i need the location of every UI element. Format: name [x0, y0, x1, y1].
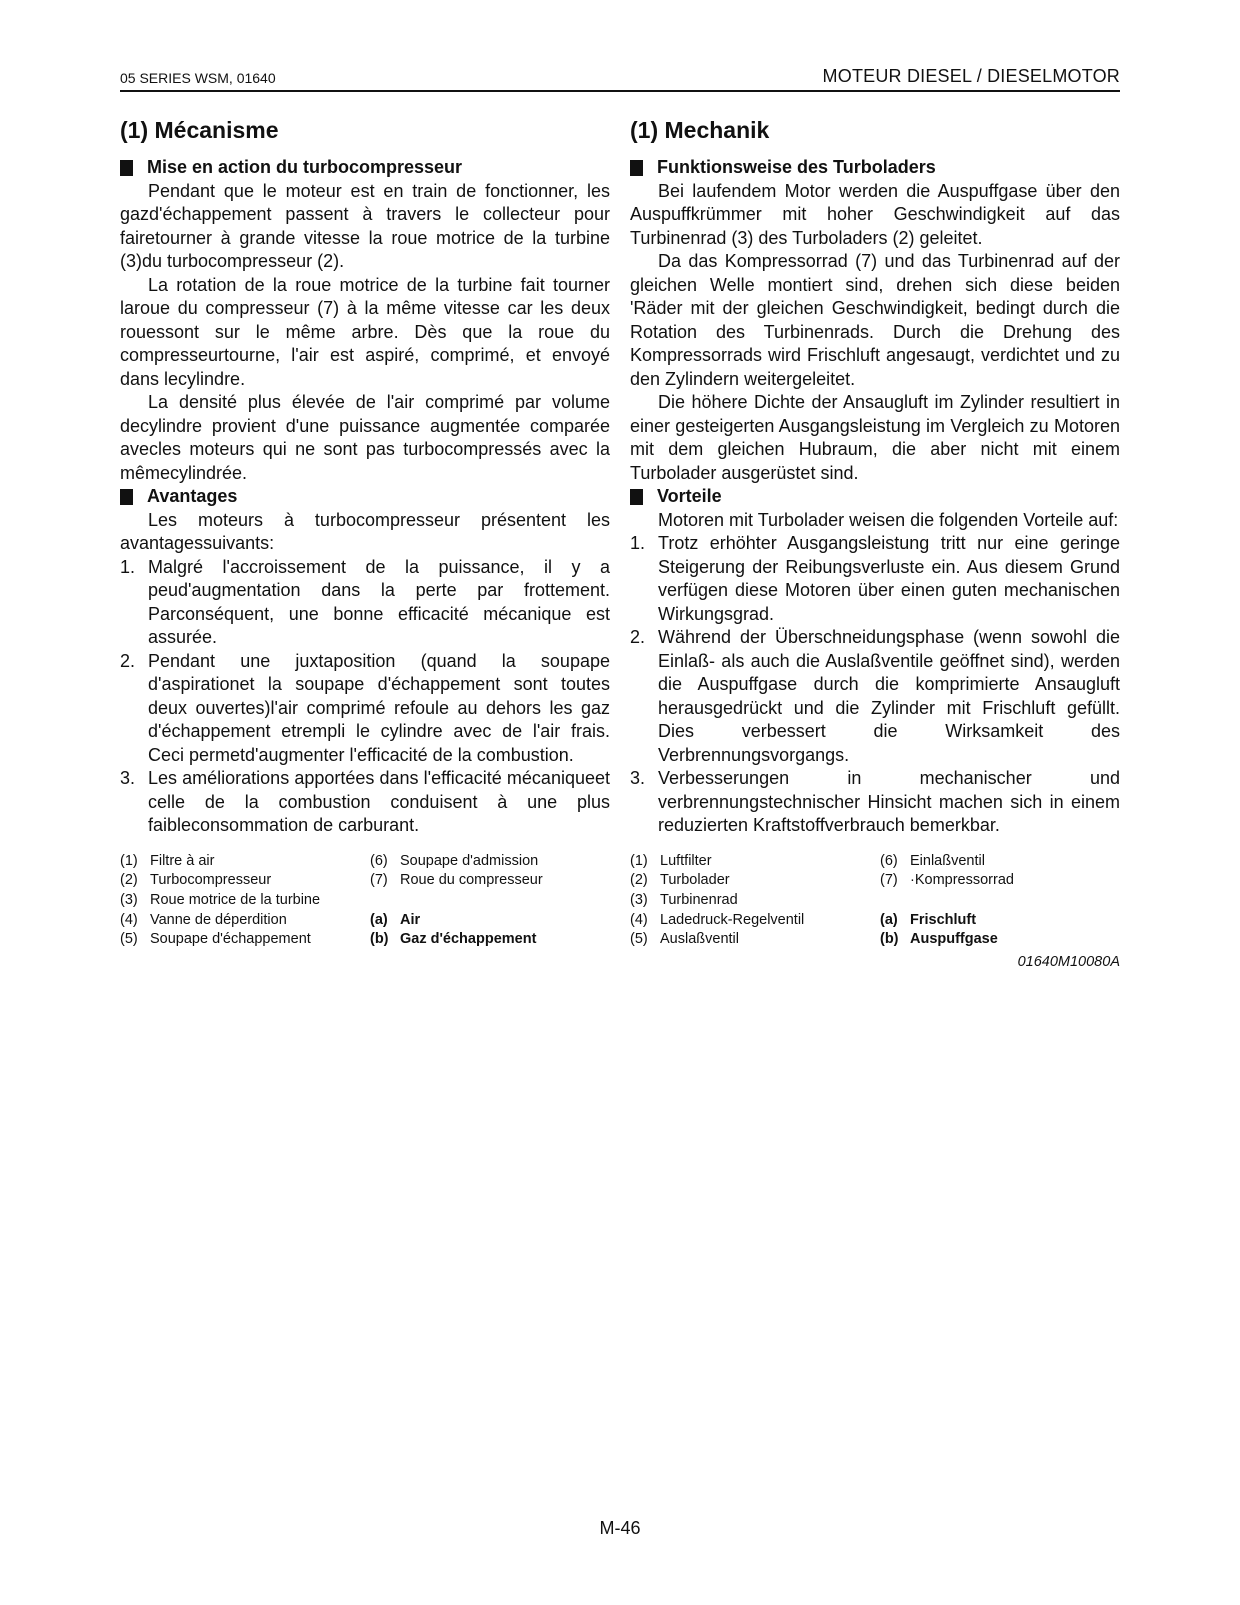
french-column: [120, 110, 610, 950]
german-column: [630, 110, 1120, 970]
legend-item: [370, 930, 610, 950]
subheading-fr-advantages: [120, 485, 610, 509]
legend-item: [880, 930, 1120, 950]
bullet-square-icon: [630, 160, 643, 176]
document-code: 01640M10080A: [1017, 954, 1120, 971]
legend-number: (5): [120, 931, 138, 948]
item-number: 2.: [120, 650, 136, 671]
legend-text: Einlaßventil: [910, 852, 985, 869]
legend-text: Roue motrice de la turbine: [150, 891, 321, 908]
item-text: Während der Überschneidungsphase (wenn sowohl die Einlaß- als auch die Auslaßventile geöffnet sind), werden die Auspuffgase durch die komprimierte Ansaugluft herausgedrückt und die Zylinder mit Frischluft gefüllt. Dies verbessert die Wirksamkeit des Verbrennungsvorgangs.: [658, 627, 1120, 765]
legend-number: (6): [880, 852, 898, 869]
legend-number: (5): [630, 931, 648, 948]
legend-number: (3): [630, 891, 648, 908]
legend-item: [630, 930, 880, 950]
page-number: M-46: [599, 1518, 641, 1538]
legend-text: Vanne de déperdition: [150, 911, 287, 928]
legend-item: [880, 911, 1120, 931]
legend-item: [370, 871, 610, 891]
legend-number: (b): [370, 931, 389, 948]
legend-text: Soupape d'échappement: [150, 931, 311, 948]
page-header: [120, 62, 1120, 92]
bullet-square-icon: [630, 489, 643, 505]
legend-item: [370, 911, 610, 931]
legend-text: ·Kompressorrad: [910, 872, 1014, 889]
item-number: 1.: [630, 533, 646, 553]
legend-number: (a): [880, 911, 898, 928]
legend-text: Soupape d'admission: [400, 852, 539, 869]
paragraph: La densité plus élevée de l'air comprimé par volume decylindre provient d'une puissance augmentée comparée avecles moteurs qui ne sont pas turbocompressés avec la mêmecylindrée.: [120, 392, 610, 483]
item-text: Trotz erhöhter Ausgangsleistung tritt nur eine geringe Steigerung der Reibungsverluste ein. Aus diesem Grund verfügen diese Motoren über einen guten mechanischen Wirkungsgrad.: [658, 533, 1120, 624]
legend-number: (1): [120, 852, 138, 869]
subheading-de-operation: [630, 156, 1120, 180]
advantages-intro: Motoren mit Turbolader weisen die folgenden Vorteile auf:: [658, 509, 1119, 530]
legend-number: (2): [630, 872, 648, 889]
legend-number: (3): [120, 891, 138, 908]
legend-item: [120, 852, 370, 872]
list-item: [120, 556, 610, 650]
legend-item: [630, 871, 880, 891]
item-number: 2.: [630, 627, 646, 647]
legend-item: [120, 871, 370, 891]
legend-number: (1): [630, 852, 648, 869]
paragraph: La rotation de la roue motrice de la turbine fait tourner laroue du compresseur (7) à la même vitesse car les deux rouessont sur le même arbre. Dès que la roue du compresseurtourne, l'air est aspiré, comprimé, et envoyé dans lecylindre.: [120, 274, 610, 389]
bullet-square-icon: [120, 160, 133, 176]
item-text: Verbesserungen in mechanischer und verbrennungstechnischer Hinsicht machen sich in einem reduzierten Kraftstoffverbrauch bemerkbar.: [658, 768, 1120, 835]
item-text: Les améliorations apportées dans l'efficacité mécaniqueet celle de la combustion conduisent à une plus faibleconsommation de carburant.: [148, 768, 610, 835]
legend-text: Luftfilter: [660, 852, 712, 869]
subheading-label: Vorteile: [657, 486, 722, 506]
legend-fr: [120, 852, 610, 951]
subheading-fr-operation: [120, 156, 610, 180]
legend-item: [120, 930, 370, 950]
subheading-label: Avantages: [147, 486, 238, 506]
list-item: [120, 650, 610, 768]
legend-item: [630, 852, 880, 872]
legend-text: Air: [400, 911, 421, 928]
legend-text: Turbocompresseur: [150, 872, 272, 889]
legend-text: Auspuffgase: [910, 931, 998, 948]
list-item: [630, 767, 1120, 838]
list-item: [120, 767, 610, 838]
legend-item: [880, 852, 1120, 872]
header-manual-id: 05 SERIES WSM, 01640: [120, 70, 276, 86]
list-item: [630, 532, 1120, 626]
section-title-de: (1) Mechanik: [630, 117, 770, 143]
legend-number: (2): [120, 872, 138, 889]
legend-item: [880, 871, 1120, 891]
legend-number: (6): [370, 852, 388, 869]
item-text: Malgré l'accroissement de la puissance, il y a peud'augmentation dans la perte par frottement. Parconséquent, une bonne efficacité mécanique est assurée.: [148, 556, 610, 647]
advantages-intro: Les moteurs à turbocompresseur présentent les avantagessuivants:: [120, 509, 610, 553]
subheading-label: Mise en action du turbocompresseur: [147, 157, 463, 177]
item-number: 3.: [630, 768, 646, 788]
legend-number: (a): [370, 911, 388, 928]
header-section-title: MOTEUR DIESEL / DIESELMOTOR: [822, 66, 1120, 86]
legend-number: (4): [630, 911, 648, 928]
legend-number: (7): [370, 872, 388, 889]
legend-item: [370, 891, 610, 911]
advantages-list-de: [630, 532, 1120, 838]
legend-text: Turbinenrad: [660, 891, 738, 908]
paragraph: Bei laufendem Motor werden die Auspuffgase über den Auspuffkrümmer mit hoher Geschwindigkeit auf das Turbinenrad (3) des Turboladers (2) geleitet.: [630, 180, 1120, 248]
legend-number: (b): [880, 931, 899, 948]
bullet-square-icon: [120, 489, 133, 505]
advantages-list-fr: [120, 556, 610, 838]
legend-de: [630, 852, 1120, 951]
paragraph: Da das Kompressorrad (7) und das Turbinenrad auf der gleichen Welle montiert sind, drehen sich diese beiden 'Räder mit der gleichen Geschwindigkeit, bedingt durch die Rotation des Turbinenrads. Durch die Drehung des Kompressorrads wird Frischluft angesaugt, verdichtet und zu den Zylindern weitergeleitet.: [630, 251, 1120, 389]
item-text: Pendant une juxtaposition (quand la soupape d'aspirationet la soupape d'échappement sont toutes deux ouvertes)l'air comprimé refoule au dehors les gaz d'échappement etrempli le cylindre avec de l'air frais. Ceci permetd'augmenter l'efficacité de la combustion.: [148, 650, 610, 765]
legend-item: [370, 852, 610, 872]
legend-number: (4): [120, 911, 138, 928]
paragraph: Die höhere Dichte der Ansaugluft im Zylinder resultiert in einer gesteigerten Ausgangsleistung im Vergleich zu Motoren mit dem gleichen Hubraum, die aber nicht mit einem Turbolader ausgerüstet sind.: [630, 392, 1120, 483]
subheading-de-advantages: [630, 485, 1120, 509]
legend-text: Gaz d'échappement: [400, 931, 537, 948]
section-title-fr: (1) Mécanisme: [120, 117, 279, 143]
list-item: [630, 626, 1120, 767]
legend-text: Roue du compresseur: [400, 872, 543, 889]
legend-item: [630, 911, 880, 931]
legend-text: Filtre à air: [150, 852, 215, 869]
item-number: 1.: [120, 556, 136, 577]
legend-number: (7): [880, 872, 898, 889]
subheading-label: Funktionsweise des Turboladers: [657, 157, 936, 177]
legend-text: Auslaßventil: [660, 931, 739, 948]
legend-item: [120, 911, 370, 931]
legend-item: [880, 891, 1120, 911]
legend-text: Turbolader: [660, 872, 730, 889]
item-number: 3.: [120, 768, 136, 788]
paragraph: Pendant que le moteur est en train de fonctionner, les gazd'échappement passent à travers le collecteur pour fairetourner à grande vitesse la roue motrice de la turbine (3)du turbocompresseur (2).: [120, 180, 610, 271]
legend-item: [120, 891, 370, 911]
legend-text: Ladedruck-Regelventil: [660, 911, 805, 928]
legend-text: Frischluft: [910, 911, 977, 928]
legend-item: [630, 891, 880, 911]
